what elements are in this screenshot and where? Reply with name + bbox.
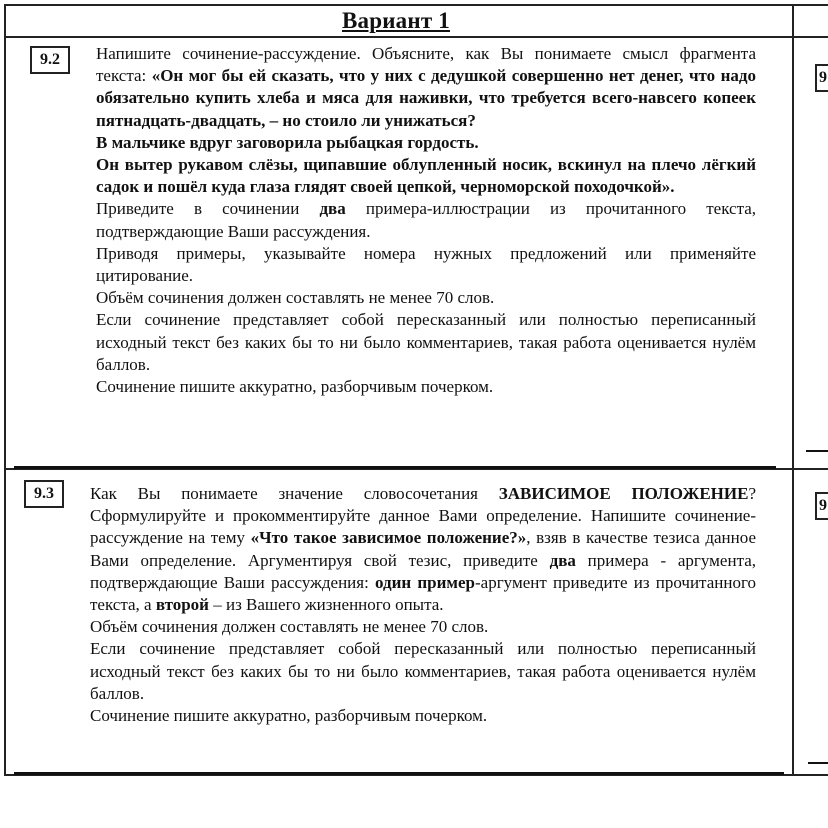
column-divider [792,4,794,776]
volume-requirement: Объём сочинения должен составлять не менее 70 слов. [96,288,495,308]
task-number-9-2: 9.2 [30,46,70,74]
quote-part-3: Он вытер рукавом слёзы, щипавшие облупленный носик, вскинул на плечо лёгкий садок и пошёл куда глаза глядят своей цепкой, черноморской походочкой». [96,155,756,197]
table-top-border [4,4,828,6]
task-9-3-text [90,483,756,727]
examples-instruction: Приведите в сочинении два примера-иллюстрации из прочитанного текста, подтверждающие Ваши рассуждения. [96,199,757,241]
task-9-2-instruction [96,43,756,132]
answer-line-9-3 [14,772,784,775]
intro-text: Напишите сочинение-рассуждение. Объясните, как Вы понимаете смысл фрагмента текста: [96,44,756,86]
right-task-number-9-2: 9 [815,64,828,92]
numbers-hint: Приводя примеры, указывайте номера нужных предложений или применяйте цитирование. [96,243,756,286]
quote-part-2: В мальчике вдруг заговорила рыбацкая гордость. [96,132,479,152]
task-9-3-instruction: Как Вы понимаете значение словосочетания ЗАВИСИМОЕ ПОЛОЖЕНИЕ? Сформулируйте и прокомментируйте данное Вами определение. Напишите сочинение-рассуждение на тему «Что такое зависимое положение?», взяв в качестве тезиса данное Вами определение. Аргументируя свой тезис, приведите два примера - аргумента, подтверждающие Ваши рассуждения: один пример-аргумент приведите из прочитанного текста, а второй – из Вашего жизненного опыта. [90,484,756,615]
retell-warning: Если сочинение представляет собой пересказанный или полностью переписанный исходный текст без каких бы то ни было комментариев, такая работа оценивается нулём баллов. [96,310,756,374]
page-title: Вариант 1 [342,8,450,33]
answer-line-9-2 [14,466,776,469]
quote-part-1: «Он мог бы ей сказать, что у них с дедушкой совершенно нет денег, что надо обязательно купить хлеба и мяса для наживки, что требуется всего-навсего копеек пятнадцать-двадцать, – но стоило ли унижаться? [96,66,756,130]
retell-warning: Если сочинение представляет собой пересказанный или полностью переписанный исходный текст без каких бы то ни было комментариев, такая работа оценивается нулём баллов. [90,639,756,703]
essay-topic: «Что такое зависимое положение?» [250,528,527,548]
neatness-note: Сочинение пишите аккуратно, разборчивым почерком. [90,706,488,726]
table-left-border [4,4,6,776]
header-bottom-border [4,36,828,38]
answer-line-right-9-2 [806,450,828,452]
neatness-note: Сочинение пишите аккуратно, разборчивым почерком. [96,377,494,397]
right-task-number-9-3: 9 [815,492,828,520]
task-number-9-3: 9.3 [24,480,64,508]
term: ЗАВИСИМОЕ ПОЛОЖЕНИЕ [498,484,749,503]
task-9-2-text [96,43,756,398]
answer-line-right-9-3 [808,762,828,764]
volume-requirement: Объём сочинения должен составлять не менее 70 слов. [90,617,489,637]
